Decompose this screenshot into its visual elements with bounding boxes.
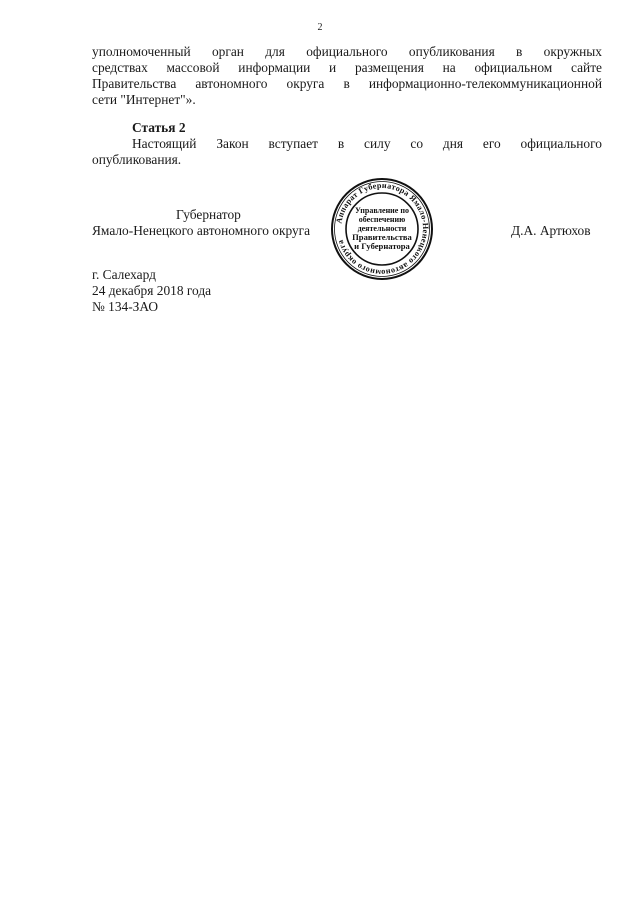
law-number: № 134-ЗАО — [92, 299, 159, 314]
stamp-line: обеспечению — [358, 215, 406, 224]
city: г. Салехард — [92, 267, 156, 282]
article-heading: Статья 2 — [132, 120, 186, 135]
article-text — [92, 136, 602, 168]
date: 24 декабря 2018 года — [92, 283, 212, 298]
stamp-ring-text: Аппарат Губернатора Ямало-Ненецкого автономного округа — [334, 180, 431, 278]
page-number: 2 — [317, 22, 323, 33]
paragraph-line: уполномоченный орган для официального опубликования в окружных — [92, 44, 602, 59]
document-footer — [92, 267, 211, 315]
stamp-line: Управление по — [355, 206, 409, 215]
signature-name: Д.А. Артюхов — [511, 223, 591, 238]
paragraph-line: опубликования. — [92, 152, 182, 167]
paragraph-line: Настоящий Закон вступает в силу со дня его официального — [132, 136, 602, 151]
signature-region: Ямало-Ненецкого автономного округа — [92, 223, 311, 238]
paragraph-line: средствах массовой информации и размещения на официальном сайте — [92, 60, 602, 75]
stamp-line: Правительства — [352, 232, 412, 242]
stamp-line: и Губернатора — [354, 241, 410, 251]
official-stamp — [330, 177, 434, 281]
paragraph-continuation — [92, 44, 602, 108]
paragraph-line: сети "Интернет"». — [92, 92, 196, 107]
stamp-line: деятельности — [357, 224, 407, 233]
paragraph-line: Правительства автономного округа в информационно-телекоммуникационной — [92, 76, 602, 91]
signature-title: Губернатор — [176, 207, 241, 222]
